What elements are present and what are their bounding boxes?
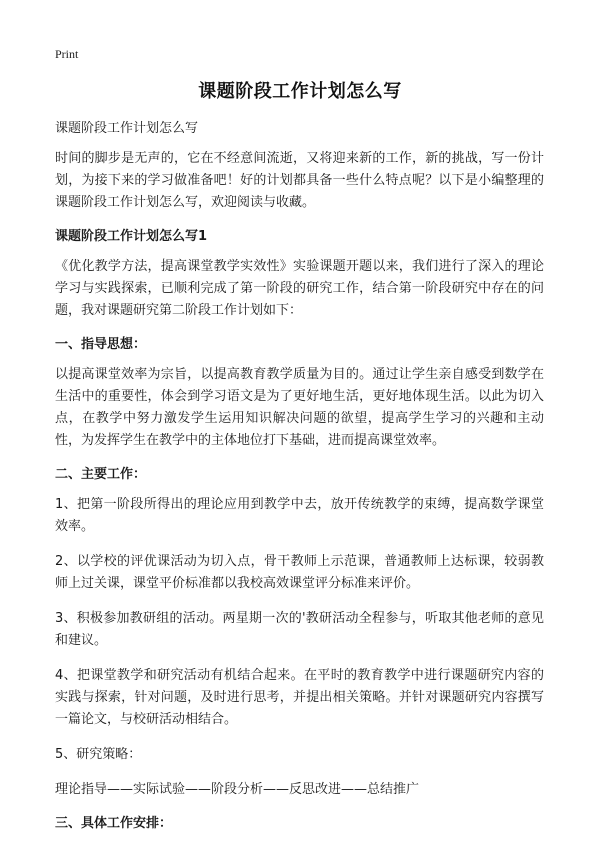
article-body (55, 118, 544, 843)
task-item-3: 3、积极参加教研组的活动。两星期一次的'教研活动全程参与，听取其他老师的意见和建议。 (55, 611, 544, 648)
article-subtitle: 课题阶段工作计划怎么写 (55, 121, 199, 136)
intro-paragraph: 时间的脚步是无声的，它在不经意间流逝，又将迎来新的工作，新的挑战，写一份计划，为接下来的学习做准备吧！好的计划都具备一些什么特点呢？以下是小编整理的课题阶段工作计划怎么写，欢迎阅读与收藏。 (55, 151, 544, 210)
task-item-1: 1、把第一阶段所得出的理论应用到教学中去，放开传统教学的束缚，提高数学课堂效率。 (55, 497, 544, 534)
guiding-heading: 一、指导思想： (55, 337, 147, 352)
print-link[interactable]: Print (55, 47, 79, 61)
task-item-2: 2、以学校的评优课活动为切入点，骨干教师上示范课，普通教师上达标课，较弱教师上过关课，课堂平价标准都以我校高效课堂评分标准来评价。 (55, 554, 544, 591)
tasks-heading: 二、主要工作： (55, 467, 147, 482)
guiding-paragraph: 以提高课堂效率为宗旨，以提高教育教学质量为目的。通过让学生亲自感受到数学在生活中的重要性，体会到学习语文是为了更好地生活，更好地体现生活。以此为切入点，在教学中努力激发学生运用知识解决问题的欲望，提高学生学习的兴趣和主动性，为发挥学生在教学中的主体地位打下基础，进而提高课堂效率。 (55, 367, 544, 448)
section1-paragraph: 《优化教学方法，提高课堂教学实效性》实验课题开题以来，我们进行了深入的理论学习与实践探索，已顺利完成了第一阶段的研究工作，结合第一阶段研究中存在的问题，我对课题研究第二阶段工作计划如下： (55, 259, 544, 318)
section1-heading: 课题阶段工作计划怎么写1 (55, 229, 208, 244)
strategy-line: 理论指导——实际试验——阶段分析——反思改进——总结推广 (55, 782, 420, 797)
task-item-4: 4、把课堂教学和研究活动有机结合起来。在平时的教育教学中进行课题研究内容的实践与探索，针对问题，及时进行思考，并提出相关策略。并针对课题研究内容撰写一篇论文，与校研活动相结合。 (55, 668, 544, 727)
task-item-5: 5、研究策略： (55, 747, 142, 762)
page-title: 课题阶段工作计划怎么写 (198, 81, 402, 102)
arrangement-heading: 三、具体工作安排： (55, 816, 173, 831)
